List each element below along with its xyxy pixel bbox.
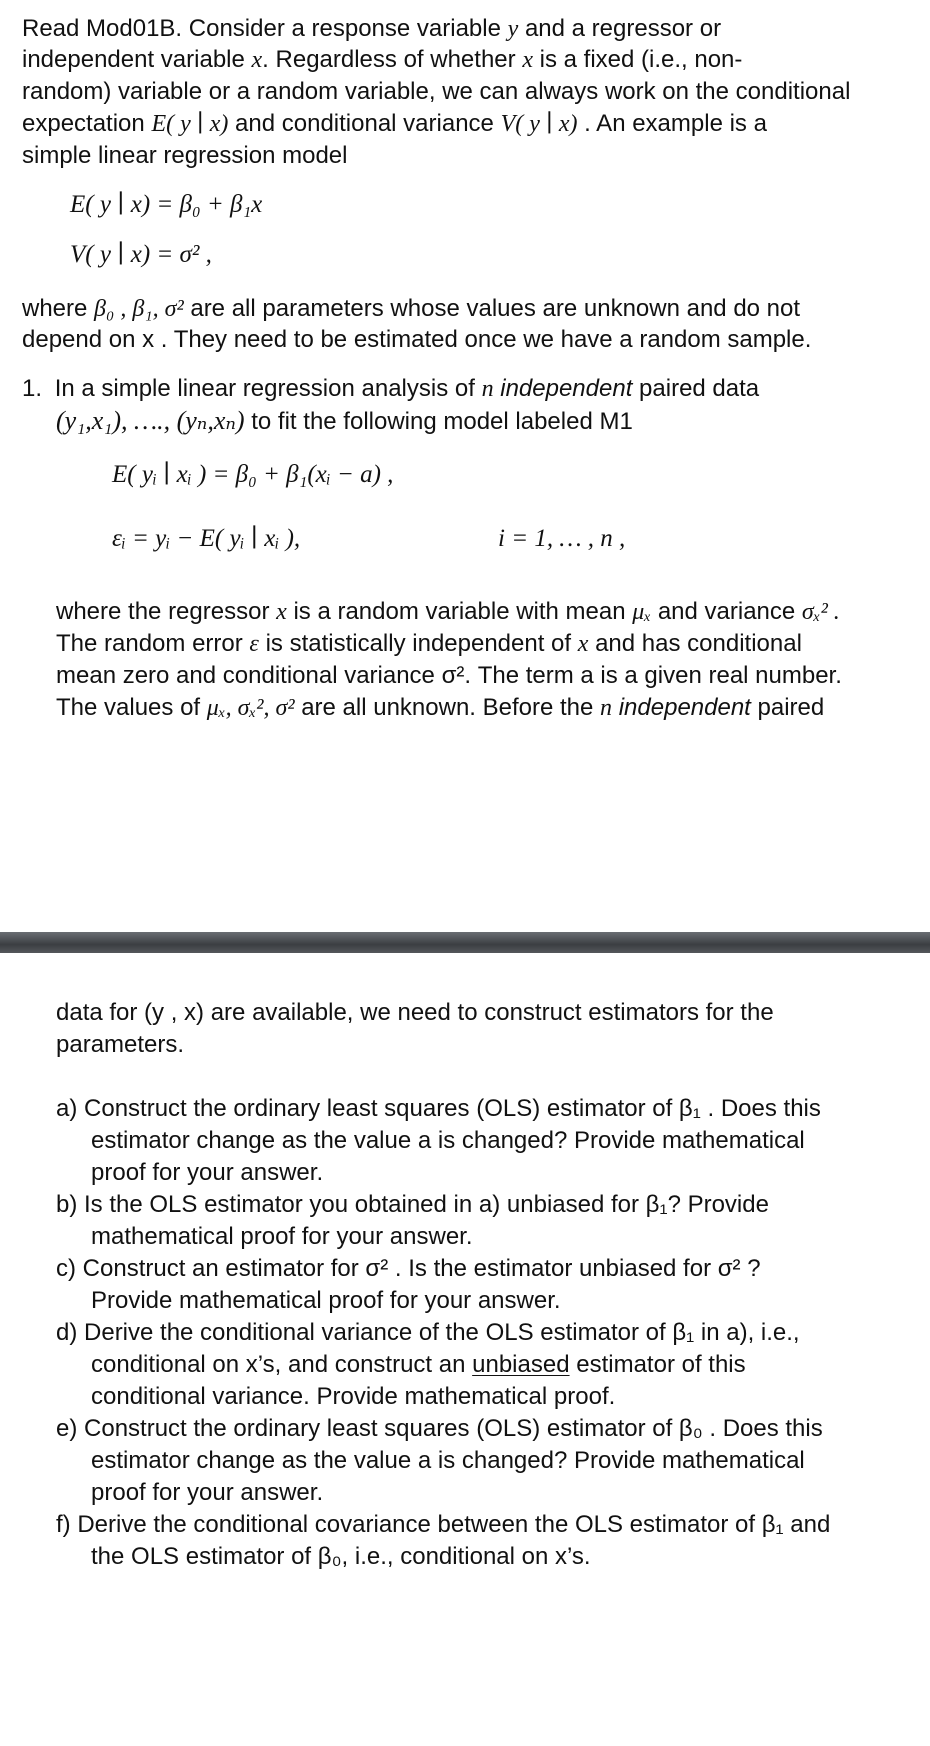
part-c-line-2: Provide mathematical proof for your answer. [91,1287,561,1314]
part-b-line-2: mathematical proof for your answer. [91,1223,473,1250]
part-d-line-2 [91,1350,746,1380]
var-x: x [577,631,589,657]
cond-expectation: E( y ∣ x) [151,111,229,137]
q1-paragraph-line-4 [56,693,824,723]
parameters: β₀ , β₁, σ² [94,296,184,322]
question-text: In a simple linear regression analysis of [54,375,475,402]
intro-text: is a fixed (i.e., non- [539,46,743,73]
intro-line-1 [22,14,721,44]
var-x: x [276,599,287,625]
intro-line-4 [22,109,767,139]
part-f-line-2: the OLS estimator of β₀, i.e., conditional on x’s. [91,1543,591,1570]
var-n: n [481,376,494,402]
underlined-unbiased: unbiased [472,1351,570,1378]
q1-paragraph-line-6: parameters. [56,1031,185,1058]
var-n: n [600,695,613,721]
intro-text: Read Mod01B. Consider a response variable [22,15,501,42]
paragraph-text: The values of [56,694,201,721]
intro-text: and conditional variance [235,110,494,137]
where-text: where [22,295,88,322]
paragraph-text: are all unknown. Before the [301,694,594,721]
part-f-line-1: f) Derive the conditional covariance between the OLS estimator of β₁ and [56,1511,831,1538]
part-e-line-2: estimator change as the value a is changed? Provide mathematical [91,1447,805,1474]
variance-sigma-x: σₓ² . [801,599,840,625]
part-a-line-3: proof for your answer. [91,1159,324,1186]
cond-variance: V( y ∣ x) [500,111,578,137]
intro-text: . An example is a [584,110,767,137]
q1-paragraph-line-1 [56,597,840,627]
model-label: M1 [599,408,633,435]
part-text: conditional on x’s, and construct an [91,1351,466,1378]
intro-line-3: random) variable or a random variable, we can always work on the conditional [22,78,851,105]
var-epsilon: ε [249,631,259,657]
intro-text: . Regardless of whether [262,46,516,73]
intro-text: and a regressor or [524,15,722,42]
paragraph-text: and has conditional [595,630,802,657]
q1-paragraph-line-5: data for (y , x) are available, we need to construct estimators for the [56,999,774,1026]
where-line-1 [22,294,800,324]
intro-line-2 [22,45,742,75]
paragraph-text: where the regressor [56,598,270,625]
index-range: i = 1, … , n , [498,525,626,552]
part-e-line-1: e) Construct the ordinary least squares (OLS) estimator of β₀ . Does this [56,1415,823,1442]
where-text: are all parameters whose values are unknown and do not [190,295,801,322]
emphasis-independent: independent [618,694,751,721]
part-a-line-1: a) Construct the ordinary least squares (OLS) estimator of β₁ . Does this [56,1095,821,1122]
question-1-line-1 [22,374,759,404]
m1-equation: E( yᵢ ∣ xᵢ ) = β₀ + β₁(xᵢ − a) , [112,461,394,488]
model-equation-variance: V( y ∣ x) = σ² , [70,241,212,268]
var-x: x [522,47,533,73]
part-e-line-3: proof for your answer. [91,1479,324,1506]
paragraph-text: paired [757,694,825,721]
paired-data: (y₁,x₁), …., (yₙ,xₙ) [56,406,245,435]
part-d-line-1: d) Derive the conditional variance of the OLS estimator of β₁ in a), i.e., [56,1319,800,1346]
question-number: 1. [22,375,43,402]
question-text: to fit the following model labeled [251,408,593,435]
part-a-line-2: estimator change as the value a is changed? Provide mathematical [91,1127,805,1154]
q1-paragraph-line-2 [56,629,802,659]
model-equation-mean: E( y ∣ x) = β₀ + β₁x [70,191,263,218]
error-definition: εᵢ = yᵢ − E( yᵢ ∣ xᵢ ), [112,525,301,552]
intro-text: expectation [22,110,145,137]
part-d-line-3: conditional variance. Provide mathematical proof. [91,1383,616,1410]
where-line-2: depend on x . They need to be estimated once we have a random sample. [22,326,812,353]
var-x: x [251,47,263,73]
part-b-line-1: b) Is the OLS estimator you obtained in a) unbiased for β₁? Provide [56,1191,769,1218]
intro-text: independent variable [22,46,245,73]
mean-mu-x: μₓ [632,599,652,625]
part-text: estimator of this [576,1351,746,1378]
unknown-parameters: μₓ, σₓ², σ² [206,695,295,721]
paragraph-text: is a random variable with mean [293,598,626,625]
question-text: paired data [639,375,760,402]
intro-line-5: simple linear regression model [22,142,348,169]
part-c-line-1: c) Construct an estimator for σ² . Is the estimator unbiased for σ² ? [56,1255,761,1282]
paragraph-text: The random error [56,630,243,657]
q1-paragraph-line-3: mean zero and conditional variance σ². The term a is a given real number. [56,662,842,689]
paragraph-text: and variance [657,598,796,625]
paragraph-text: is statistically independent of [265,630,572,657]
page-break-divider [0,932,930,953]
emphasis-independent: independent [500,375,633,402]
var-y: y [507,16,519,42]
question-1-line-2 [56,406,633,437]
